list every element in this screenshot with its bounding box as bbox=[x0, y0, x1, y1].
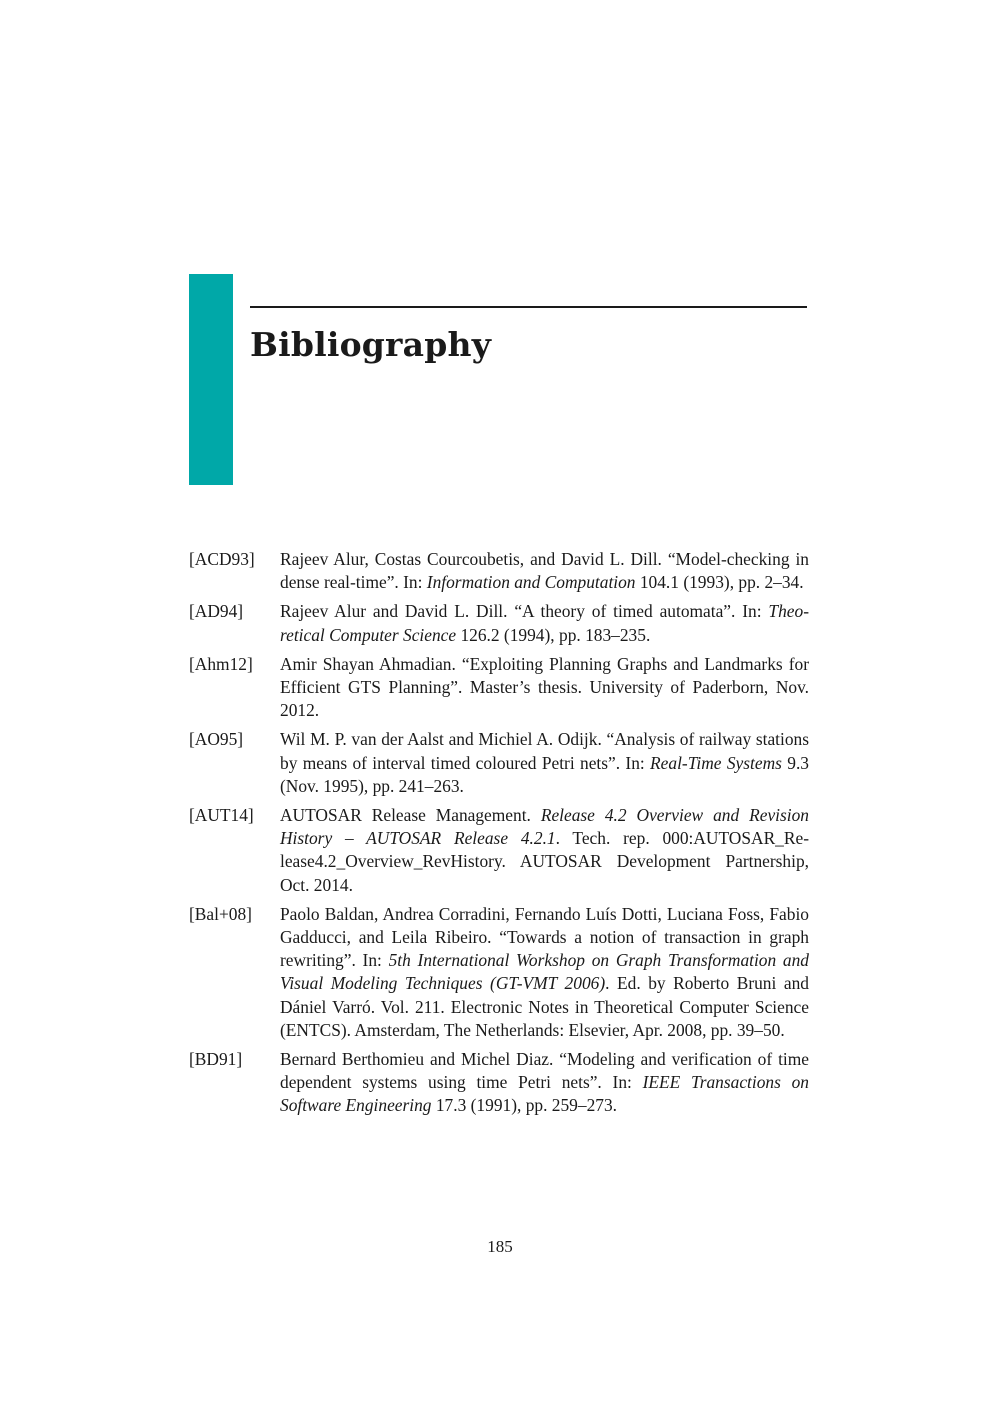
citation-venue: Release 4.2 Overview and Revision History – AUTOSAR Release 4.2.1 bbox=[280, 805, 809, 849]
citation-segment: Wil M. P. van der Aalst and Michiel A. Odijk. “Analysis of railway stations by means of interval timed coloured Petri nets”. In: bbox=[280, 729, 809, 773]
bibliography-entry bbox=[189, 1048, 809, 1118]
citation-key: [ACD93] bbox=[189, 549, 255, 569]
citation-segment: Bernard Berthomieu and Michel Diaz. “Modeling and verification of time dependent systems using time Petri nets”. In: bbox=[280, 1049, 809, 1093]
citation-key: [AD94] bbox=[189, 601, 244, 622]
citation-text bbox=[280, 1048, 809, 1118]
citation-text bbox=[280, 548, 809, 594]
citation-venue: 5th International Workshop on Graph Transformation and Visual Modeling Techniques (GT-VMT 2006) bbox=[280, 950, 810, 994]
page-number: 185 bbox=[487, 1237, 513, 1256]
citation-key: [BD91] bbox=[189, 1049, 243, 1070]
citation-segment: 17.3 (1991), pp. 259–273. bbox=[431, 1095, 618, 1116]
citation-text bbox=[280, 653, 809, 723]
citation-segment: Amir Shayan Ahmadian. “Exploiting Planning Graphs and Landmarks for Efficient GTS Planning”. Master’s thesis. University of Paderborn, Nov. 2012. bbox=[280, 653, 809, 721]
bibliography-entry bbox=[189, 903, 809, 1042]
chapter-title-rule bbox=[250, 306, 807, 308]
citation-key: [Ahm12] bbox=[189, 653, 253, 674]
chapter-title: Bibliography bbox=[250, 325, 492, 364]
bibliography-entry bbox=[189, 600, 809, 646]
bibliography-entry bbox=[189, 728, 809, 798]
chapter-accent-bar bbox=[189, 274, 233, 485]
citation-segment: Paolo Baldan, Andrea Corradini, Fernando Luís Dotti, Luciana Foss, Fabio Gadducci, and Leila Ribeiro. “Towards a notion of transaction in graph rewriting”. In: bbox=[280, 903, 809, 971]
citation-key: [AO95] bbox=[189, 729, 244, 750]
citation-key: [AUT14] bbox=[189, 805, 254, 826]
citation-segment: 9.3 (Nov. 1995), pp. 241–263. bbox=[280, 752, 809, 796]
citation-segment: . Ed. by Roberto Bruni and Dániel Varró. Vol. 211. Electronic Notes in Theoretical Computer Science (ENTCS). Amsterdam, The Netherlands: Elsevier, Apr. 2008, pp. 39–50. bbox=[280, 973, 809, 1040]
citation-text bbox=[280, 728, 809, 798]
bibliography-list bbox=[189, 548, 809, 1124]
citation-text bbox=[280, 600, 809, 646]
citation-text bbox=[280, 804, 809, 897]
bibliography-entry bbox=[189, 804, 809, 897]
citation-venue: Real-Time Systems bbox=[650, 752, 782, 773]
citation-text bbox=[280, 903, 809, 1042]
citation-venue: Information and Computation bbox=[426, 572, 636, 593]
citation-key: [Bal+08] bbox=[189, 903, 252, 924]
bibliography-entry bbox=[189, 653, 809, 723]
citation-venue: Theoretical Computer Science bbox=[280, 601, 809, 645]
citation-segment: 104.1 (1993), pp. 2–34. bbox=[635, 572, 804, 593]
citation-segment: . Tech. rep. 000:AUTOSAR_Release4.2_Overview_RevHistory. AUTOSAR Development Partnership, Oct. 2014. bbox=[280, 828, 809, 895]
citation-segment: 126.2 (1994), pp. 183–235. bbox=[456, 624, 651, 645]
citation-segment: AUTOSAR Release Management. bbox=[280, 805, 541, 826]
citation-segment: Rajeev Alur, Costas Courcoubetis, and David L. Dill. “Model-checking in dense real-time”. In: bbox=[280, 549, 809, 593]
citation-segment: Rajeev Alur and David L. Dill. “A theory of timed automata”. In: bbox=[280, 601, 769, 622]
citation-venue: IEEE Transactions on Software Engineering bbox=[280, 1072, 810, 1116]
bibliography-entry bbox=[189, 548, 809, 594]
